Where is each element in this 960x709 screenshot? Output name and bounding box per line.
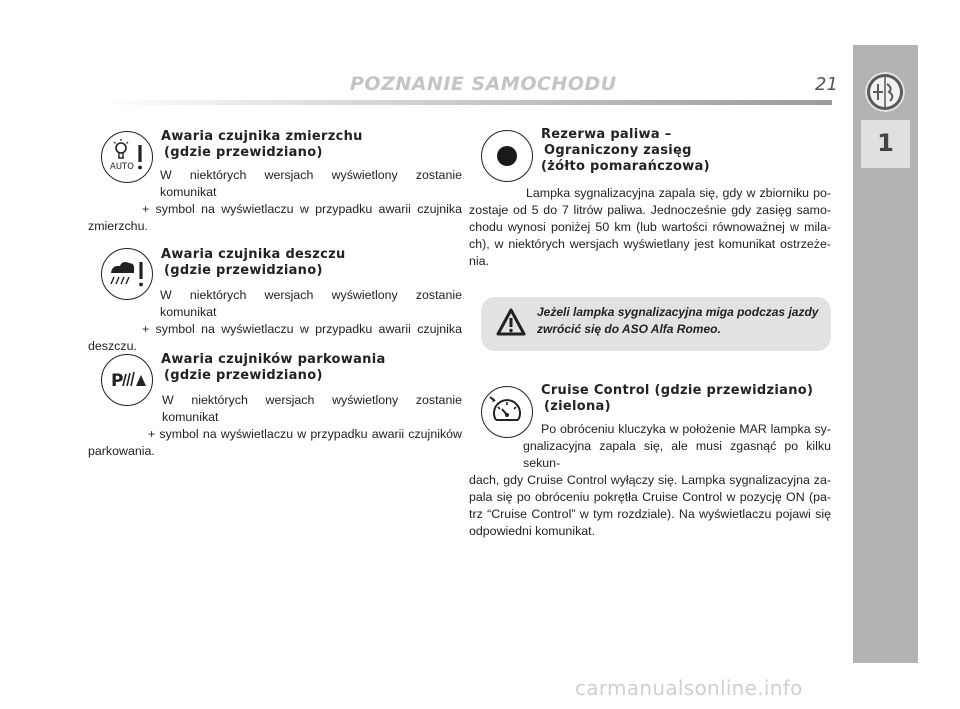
text-line: W niektórych wersjach wyświetlony zostanie komunikat <box>162 393 462 424</box>
auto-icon-label: AUTO <box>110 162 134 172</box>
page-header-title: POZNANIE SAMOCHODU <box>350 73 617 95</box>
heading-line: (żółto pomarańczowa) <box>541 159 710 174</box>
parking-sensor-heading <box>161 352 386 384</box>
text-line: Po obróceniu kluczyka w położenie MAR lampka sy- <box>541 422 831 436</box>
parking-sensor-text <box>88 392 462 460</box>
text-line: W niektórych wersjach wyświetlony zostanie komunikat <box>160 288 462 319</box>
text-line: ch), w niektórych wersjach wyświetlany jest komunikat ostrzeże- <box>469 237 831 251</box>
text-line: pala się po obróceniu pokrętła Cruise Control w pozycję ON (pa- <box>469 490 831 504</box>
header-rule <box>100 100 832 105</box>
warning-triangle-icon <box>496 308 526 341</box>
text-line: parkowania. <box>88 444 155 458</box>
fuel-reserve-text <box>469 185 831 270</box>
heading-line: (gdzie przewidziano) <box>164 263 323 278</box>
text-line: + symbol na wyświetlaczu w przypadku awarii czujnika <box>142 202 462 216</box>
page-number: 21 <box>815 74 838 95</box>
text-line: W niektórych wersjach wyświetlony zostanie komunikat <box>160 168 462 199</box>
text-line: Lampka sygnalizacyjna zapala się, gdy w zbiorniku po- <box>526 186 831 200</box>
cruise-control-text <box>469 421 831 540</box>
footer-watermark: carmanualsonline.info <box>575 676 803 700</box>
fuel-reserve-heading <box>541 127 710 175</box>
svg-text:P: P <box>111 371 124 391</box>
chapter-box <box>861 120 910 168</box>
heading-line: (zielona) <box>544 399 611 414</box>
text-line: nia. <box>469 254 489 268</box>
twilight-sensor-text <box>88 167 462 235</box>
heading-line: (gdzie przewidziano) <box>164 368 323 383</box>
text-line: chodu wynosi poniżej 50 km (lub wartości równoważnej w mila- <box>469 220 831 234</box>
text-line: zostaje od 5 do 7 litrów paliwa. Jednocześnie gdy zasięg samo- <box>469 203 831 217</box>
text-line: dach, gdy Cruise Control wyłączy się. Lampka sygnalizacyjna za- <box>469 473 831 487</box>
heading-line: Awaria czujników parkowania <box>161 352 386 367</box>
cruise-control-heading <box>541 383 813 415</box>
twilight-sensor-heading <box>161 129 363 161</box>
chapter-number: 1 <box>877 129 894 157</box>
rain-sensor-heading <box>161 247 346 279</box>
text-line: zmierzchu. <box>88 219 148 233</box>
heading-line: Awaria czujnika zmierzchu <box>161 129 363 144</box>
heading-line: Awaria czujnika deszczu <box>161 247 346 262</box>
text-line: trz “Cruise Control” w tym rozdziale). Na wyświetlaczu pojawi się <box>469 507 831 521</box>
heading-line: Rezerwa paliwa – <box>541 127 672 142</box>
text-line: + symbol na wyświetlaczu w przypadku awarii czujników <box>148 427 462 441</box>
alfa-romeo-logo-icon <box>865 72 905 112</box>
text-line: zwrócić się do ASO Alfa Romeo. <box>537 322 721 336</box>
fuel-reserve-lamp-icon <box>481 130 533 182</box>
text-line: odpowiedni komunikat. <box>469 524 596 538</box>
rain-sensor-text <box>88 287 462 355</box>
heading-line: Ograniczony zasięg <box>544 143 692 158</box>
warning-note-text <box>537 304 827 338</box>
heading-line: Cruise Control (gdzie przewidziano) <box>541 383 814 398</box>
text-line: deszczu. <box>88 339 137 353</box>
heading-line: (gdzie przewidziano) <box>164 145 323 160</box>
text-line: gnalizacyjna zapala się, ale musi zgasnąć po kilku sekun- <box>523 439 831 470</box>
text-line: Jeżeli lampka sygnalizacyjna miga podczas jazdy <box>537 305 819 319</box>
text-line: + symbol na wyświetlaczu w przypadku awarii czujnika <box>142 322 462 336</box>
